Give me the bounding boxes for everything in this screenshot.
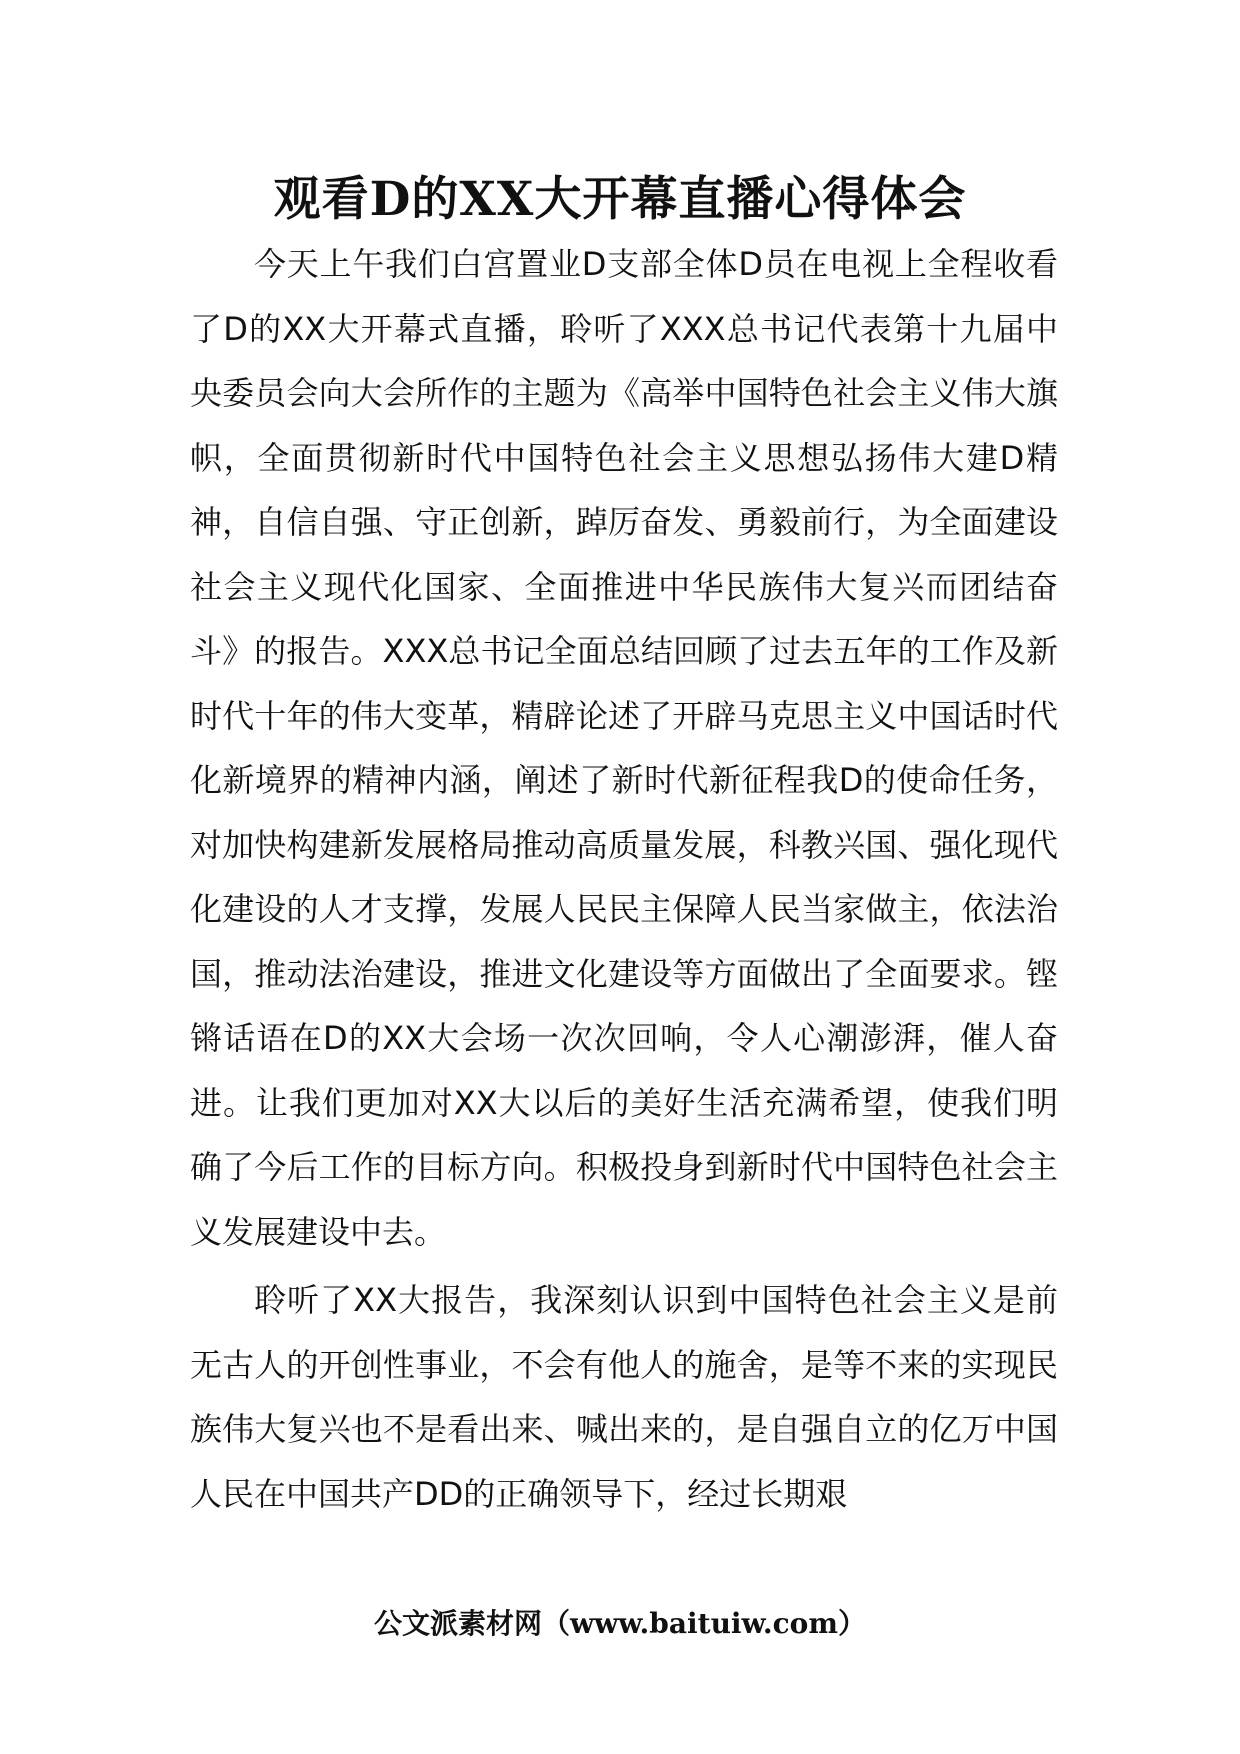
paragraph-2: 聆听了XX大报告，我深刻认识到中国特色社会主义是前无古人的开创性事业，不会有他人的施舍，是等不来的实现民族伟大复兴也不是看出来、喊出来的，是自强自立的亿万中国人民在中国共产DD的正确领导下，经过长期艰 [190, 1281, 1058, 1513]
document-body [190, 232, 1058, 1526]
document-title: 观看D的XX大开幕直播心得体会 [273, 172, 967, 227]
paragraph-1: 今天上午我们白宫置业D支部全体D员在电视上全程收看了D的XX大开幕式直播，聆听了XXX总书记代表第十九届中央委员会向大会所作的主题为《高举中国特色社会主义伟大旗帜，全面贯彻新时代中国特色社会主义思想弘扬伟大建D精神，自信自强、守正创新，踔厉奋发、勇毅前行，为全面建设社会主义现代化国家、全面推进中华民族伟大复兴而团结奋斗》的报告。XXX总书记全面总结回顾了过去五年的工作及新时代十年的伟大变革，精辟论述了开辟马克思主义中国话时代化新境界的精神内涵，阐述了新时代新征程我D的使命任务，对加快构建新发展格局推动高质量发展，科教兴国、强化现代化建设的人才支撑，发展人民民主保障人民当家做主，依法治国，推动法治建设，推进文化建设等方面做出了全面要求。铿锵话语在D的XX大会场一次次回响，令人心潮澎湃，催人奋进。让我们更加对XX大以后的美好生活充满希望，使我们明确了今后工作的目标方向。积极投身到新时代中国特色社会主义发展建设中去。 [190, 245, 1058, 1251]
watermark-footer: 公文派素材网（www.baituiw.com） [374, 1607, 866, 1640]
